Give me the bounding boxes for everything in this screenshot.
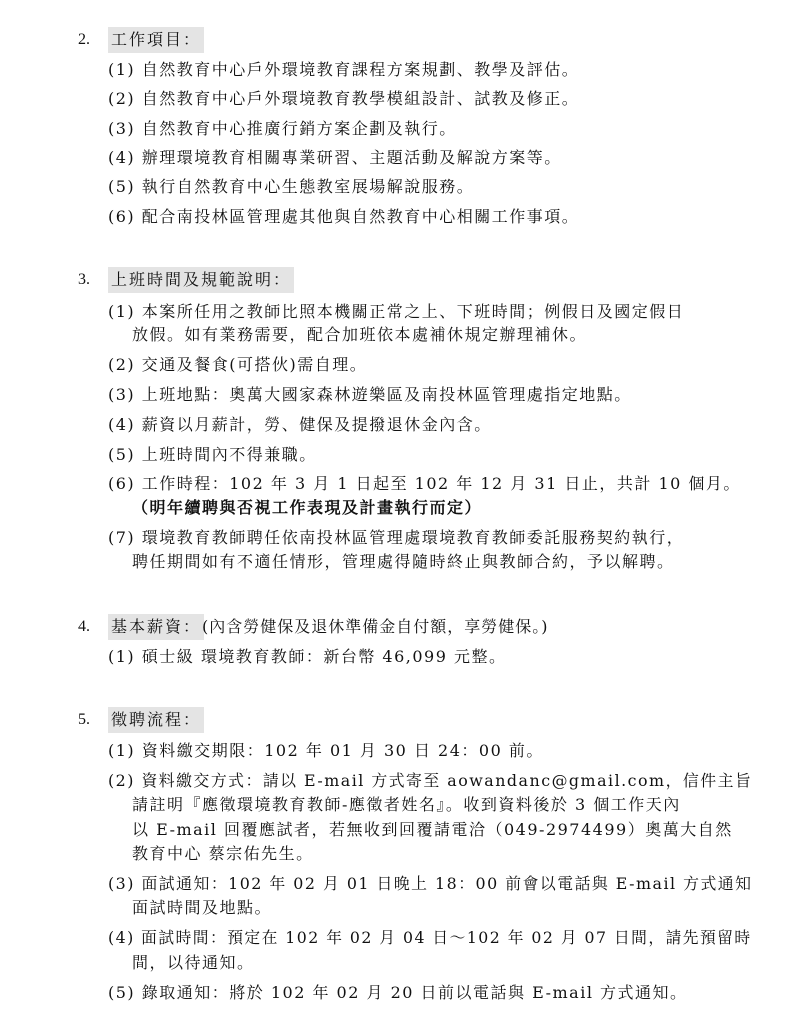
list-item: (4) 面試時間：預定在 102 年 02 月 04 日～102 年 02 月 07 日間，請先預留時 [108, 928, 752, 947]
list-item: (3) 上班地點：奧萬大國家森林遊樂區及南投林區管理處指定地點。 [108, 385, 632, 404]
list-item-continuation: 面試時間及地點。 [132, 898, 273, 917]
list-item: (1) 自然教育中心戶外環境教育課程方案規劃、教學及評估。 [108, 60, 580, 79]
section-heading [0, 614, 808, 640]
list-item-continuation: 間，以待通知。 [132, 953, 255, 972]
list-item: (3) 自然教育中心推廣行銷方案企劃及執行。 [108, 119, 457, 138]
section-heading [0, 707, 808, 733]
list-item: (4) 薪資以月薪計，勞、健保及提撥退休金內含。 [108, 415, 492, 434]
section-title: 工作項目： [108, 27, 204, 53]
list-item-continuation: 以 E-mail 回覆應試者，若無收到回覆請電洽（049-2974499）奧萬大自然 [132, 820, 733, 839]
list-item: (5) 錄取通知：將於 102 年 02 月 20 日前以電話與 E-mail 方式通知。 [108, 983, 688, 1002]
section-number: 3. [78, 271, 90, 288]
list-item: (5) 執行自然教育中心生態教室展場解說服務。 [108, 177, 475, 196]
section-number: 5. [78, 711, 90, 728]
list-item-continuation: 放假。如有業務需要，配合加班依本處補休規定辦理補休。 [132, 325, 588, 344]
list-item: (1) 碩士級 環境教育教師：新台幣 46,099 元整。 [108, 647, 507, 666]
section-title: 徵聘流程： [108, 707, 204, 733]
list-item: (6) 工作時程：102 年 3 月 1 日起至 102 年 12 月 31 日止，共計 10 個月。 [108, 474, 741, 493]
list-item: (2) 自然教育中心戶外環境教育教學模組設計、試教及修正。 [108, 89, 580, 108]
list-item: (4) 辦理環境教育相關專業研習、主題活動及解說方案等。 [108, 148, 562, 167]
section-number: 2. [78, 31, 90, 48]
list-item: (7) 環境教育教師聘任依南投林區管理處環境教育教師委託服務契約執行， [108, 528, 685, 547]
list-item: (2) 交通及餐食(可搭伙)需自理。 [108, 355, 368, 374]
list-item-continuation: 教育中心 蔡宗佑先生。 [132, 844, 314, 863]
list-item: (1) 資料繳交期限：102 年 01 月 30 日 24：00 前。 [108, 741, 544, 760]
list-item-continuation: 請註明『應徵環境教育教師-應徵者姓名』。收到資料後於 3 個工作天內 [132, 795, 681, 814]
list-item-emphasis: （明年續聘與否視工作表現及計畫執行而定） [132, 498, 483, 517]
list-item-continuation: 聘任期間如有不適任情形，管理處得隨時終止與教師合約，予以解聘。 [132, 552, 675, 571]
list-item: (2) 資料繳交方式：請以 E-mail 方式寄至 aowandanc@gmail.com，信件主旨 [108, 771, 753, 790]
section-title: 上班時間及規範說明： [108, 267, 294, 293]
section-note: (內含勞健保及退休準備金自付額，享勞健保。) [202, 617, 549, 636]
list-item: (6) 配合南投林區管理處其他與自然教育中心相關工作事項。 [108, 207, 580, 226]
section-heading [0, 27, 808, 53]
list-item: (3) 面試通知：102 年 02 月 01 日晚上 18：00 前會以電話與 E-mail 方式通知 [108, 874, 753, 893]
section-heading [0, 267, 808, 293]
list-item: (1) 本案所任用之教師比照本機關正常之上、下班時間；例假日及國定假日 [108, 302, 685, 321]
list-item: (5) 上班時間內不得兼職。 [108, 445, 317, 464]
section-title: 基本薪資： [108, 614, 204, 640]
section-number: 4. [78, 618, 90, 635]
